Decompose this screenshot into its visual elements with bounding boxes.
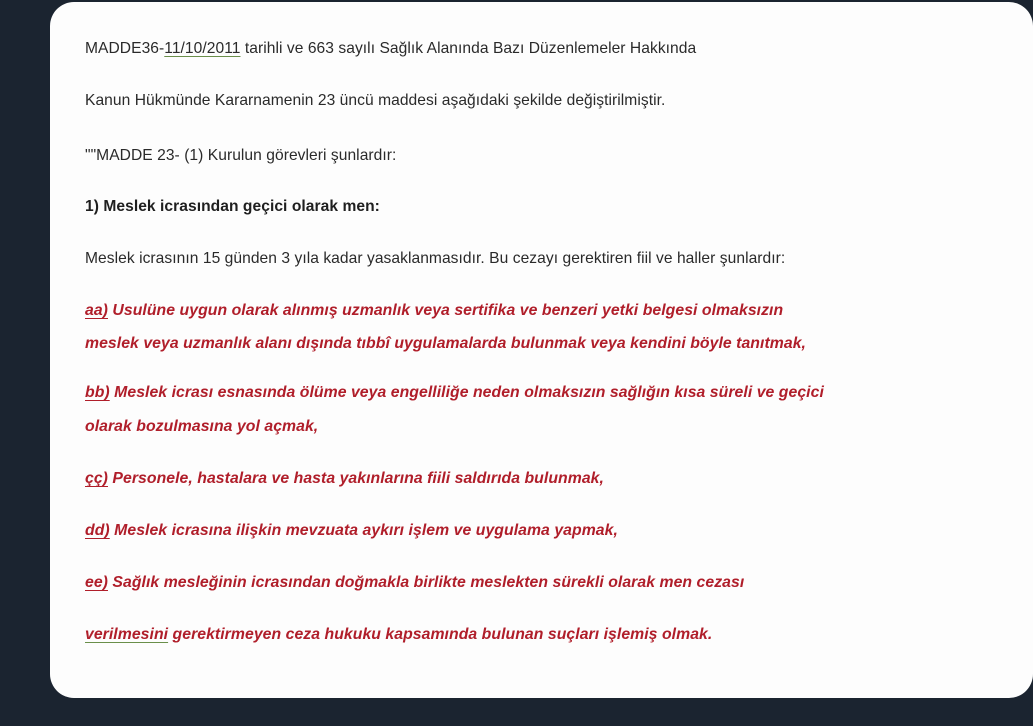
item-bb-text1: Meslek icrası esnasında ölüme veya engelliliğe neden olmaksızın sağlığın kısa süreli ve geçici	[109, 384, 824, 401]
madde36-suffix: tarihli ve 663 sayılı Sağlık Alanında Bazı Düzenlemeler Hakkında	[240, 40, 697, 57]
item-ee-line2	[85, 626, 712, 644]
item-bb-marker: bb)	[85, 384, 110, 401]
madde36-date: 11/10/2011	[164, 40, 241, 57]
intro-text: Meslek icrasının 15 günden 3 yıla kadar yasaklanmasıdır. Bu cezayı gerektiren fiil ve haller şunlardır:	[85, 250, 786, 267]
madde36-prefix: MADDE36-	[85, 40, 165, 57]
item-bb-line2: olarak bozulmasına yol açmak,	[85, 418, 319, 435]
item-aa-text1: Usulüne uygun olarak alınmış uzmanlık veya sertifika ve benzeri yetki belgesi olmaksızın	[107, 302, 784, 319]
line-kanun: Kanun Hükmünde Kararnamenin 23 üncü maddesi aşağıdaki şekilde değiştirilmiştir.	[85, 92, 666, 109]
item-ee-line1	[85, 574, 744, 592]
item-ee-marker: ee)	[85, 574, 108, 591]
item-aa-line1	[85, 302, 783, 320]
item-ee-text1: Sağlık mesleğinin icrasından doğmakla birlikte meslekten sürekli olarak men cezası	[107, 574, 745, 591]
item-dd-text1: Meslek icrasına ilişkin mevzuata aykırı işlem ve uygulama yapmak,	[109, 522, 618, 539]
item-dd-line1	[85, 522, 618, 540]
line-madde23: ""MADDE 23- (1) Kurulun görevleri şunlardır:	[85, 147, 397, 164]
item-bb-line1	[85, 384, 824, 402]
item-cc-text1: Personele, hastalara ve hasta yakınlarına fiili saldırıda bulunmak,	[107, 470, 604, 487]
item-cc-marker: çç)	[85, 470, 108, 487]
line-madde36	[85, 40, 696, 58]
section-heading: 1) Meslek icrasından geçici olarak men:	[85, 198, 380, 215]
last-line-underlined: verilmesini	[85, 626, 169, 643]
item-dd-marker: dd)	[85, 522, 110, 539]
last-line-rest: gerektirmeyen ceza hukuku kapsamında bulunan suçları işlemiş olmak.	[168, 626, 713, 643]
document-card	[50, 2, 1033, 698]
item-cc-line1	[85, 470, 604, 488]
item-aa-marker: aa)	[85, 302, 108, 319]
item-aa-line2: meslek veya uzmanlık alanı dışında tıbbî uygulamalarda bulunmak veya kendini böyle tanıtmak,	[85, 335, 806, 352]
